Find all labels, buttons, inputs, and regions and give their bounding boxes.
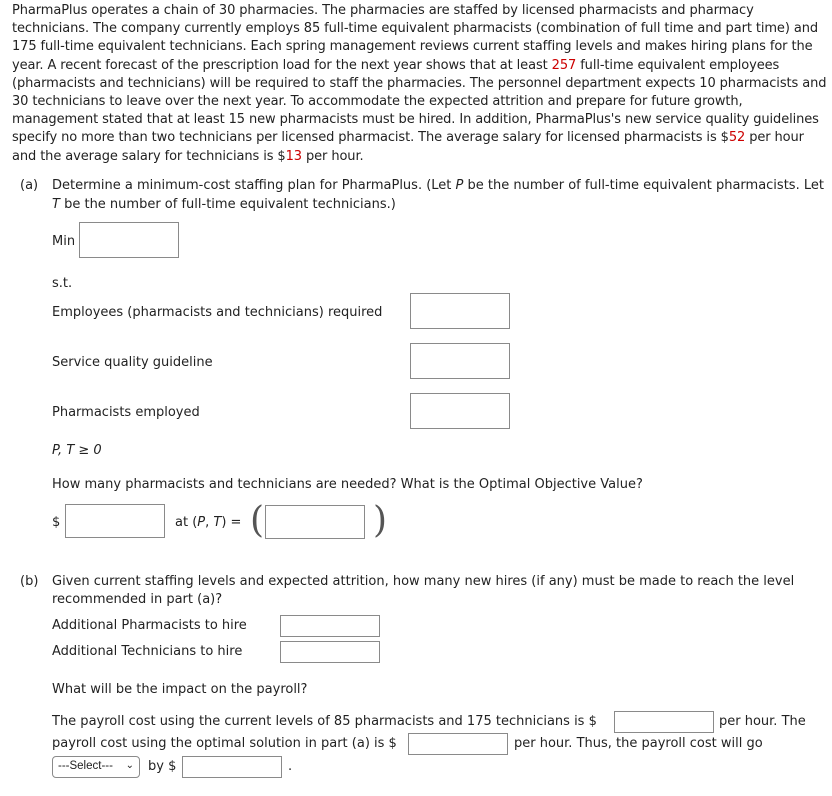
part-b-question-line2: recommended in part (a)? bbox=[52, 592, 223, 607]
additional-pharmacists-label: Additional Pharmacists to hire bbox=[52, 618, 247, 633]
optimal-value-input[interactable] bbox=[65, 504, 165, 538]
by-label: by $ bbox=[148, 759, 177, 774]
current-payroll-text: The payroll cost using the current levels of 85 pharmacists and 175 technicians is $ bbox=[52, 714, 597, 729]
part-b-question-line1: Given current staffing levels and expected attrition, how many new hires (if any) must be made to reach the level bbox=[52, 574, 795, 589]
optimal-payroll-suffix: per hour. Thus, the payroll cost will go bbox=[514, 736, 763, 751]
part-a-question-line2: T be the number of full-time equivalent technicians.) bbox=[52, 197, 396, 212]
technician-salary-value: 13 bbox=[285, 148, 302, 164]
constraint-service-label: Service quality guideline bbox=[52, 355, 213, 370]
additional-pharmacists-input[interactable] bbox=[280, 615, 380, 637]
close-paren-icon: ) bbox=[373, 500, 388, 541]
additional-technicians-label: Additional Technicians to hire bbox=[52, 644, 243, 659]
problem-statement: PharmaPlus operates a chain of 30 pharmacies. The pharmacies are staffed by licensed pharmacists and pharmacy technicians. The company currently employs 85 full-time equivalent pharmacists (combination of full time and part time) and 175 full-time equivalent technicians. Each spring management reviews current staffing levels and makes hiring plans for the year. A recent forecast of the prescription load for the next year shows that at least 257 full-time equivalent employees (pharmacists and technicians) will be required to staff the pharmacies. The personnel department expects 10 pharmacists and 30 technicians to leave over the next year. To accommodate the expected attrition and prepare for future growth, management stated that at least 15 new pharmacists must be hired. In addition, PharmaPlus's new service quality guidelines specify no more than two technicians per licensed pharmacist. The average salary for licensed pharmacists is $52 per hour and the average salary for technicians is $13 per hour. bbox=[12, 3, 827, 164]
at-pt-label: at (P, T) = bbox=[175, 515, 242, 530]
constraint-pharmacists-input[interactable] bbox=[410, 393, 510, 429]
additional-technicians-input[interactable] bbox=[280, 641, 380, 663]
optimal-payroll-input[interactable] bbox=[408, 733, 508, 755]
payroll-question: What will be the impact on the payroll? bbox=[52, 682, 308, 697]
nonnegativity-label: P, T ≥ 0 bbox=[52, 443, 102, 458]
optimal-pt-input[interactable] bbox=[265, 505, 365, 539]
payroll-change-input[interactable] bbox=[182, 756, 282, 778]
current-payroll-suffix: per hour. The bbox=[719, 714, 806, 729]
constraint-service-input[interactable] bbox=[410, 343, 510, 379]
optimal-question: How many pharmacists and technicians are needed? What is the Optimal Objective Value? bbox=[52, 477, 643, 492]
part-a-label: (a) bbox=[20, 178, 39, 193]
constraint-employees-label: Employees (pharmacists and technicians) required bbox=[52, 305, 383, 320]
direction-select[interactable]: ---Select--- ⌄ bbox=[52, 756, 140, 778]
dollar-sign: $ bbox=[52, 515, 61, 530]
optimal-payroll-text: payroll cost using the optimal solution in part (a) is $ bbox=[52, 736, 397, 751]
st-label: s.t. bbox=[52, 276, 73, 291]
pharmacist-salary-value: 52 bbox=[728, 130, 746, 146]
part-a-question-line1: Determine a minimum-cost staffing plan for PharmaPlus. (Let P be the number of full-time equivalent pharmacists. Let bbox=[52, 178, 824, 193]
current-payroll-input[interactable] bbox=[614, 711, 714, 733]
period: . bbox=[288, 759, 293, 774]
constraint-employees-input[interactable] bbox=[410, 293, 510, 329]
objective-input[interactable] bbox=[79, 222, 179, 258]
constraint-pharmacists-label: Pharmacists employed bbox=[52, 405, 200, 420]
open-paren-icon: ( bbox=[250, 500, 265, 541]
min-label: Min bbox=[52, 234, 76, 249]
required-employees-value: 257 bbox=[551, 57, 577, 73]
chevron-down-icon: ⌄ bbox=[125, 760, 134, 771]
part-b-label: (b) bbox=[20, 574, 39, 589]
